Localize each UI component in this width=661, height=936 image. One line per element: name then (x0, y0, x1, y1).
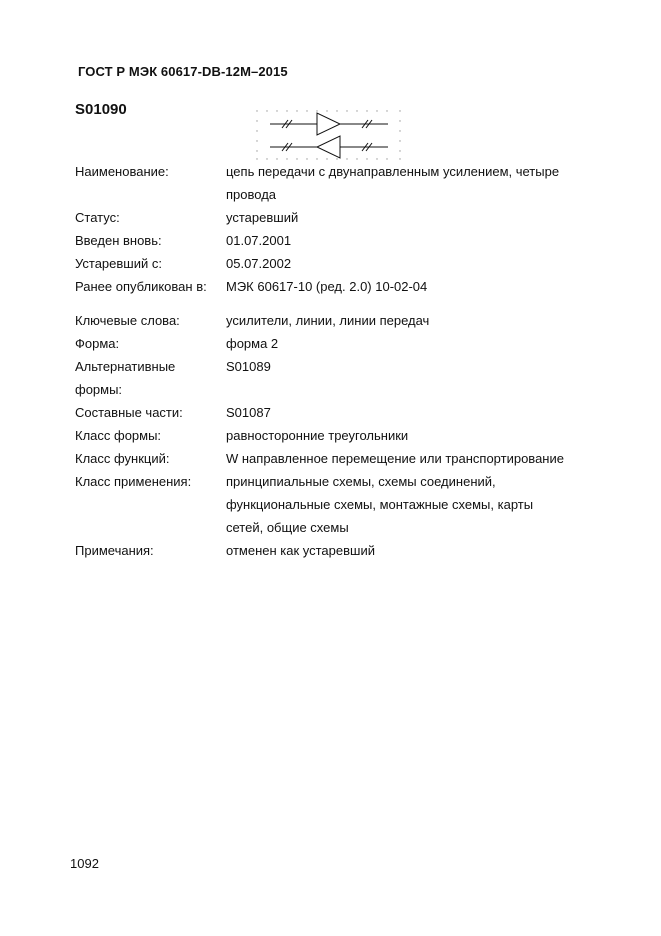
property-label: Устаревший с: (75, 256, 162, 271)
property-value: 01.07.2001 (226, 233, 292, 248)
page-number: 1092 (70, 856, 99, 871)
property-row-form (75, 332, 595, 355)
property-value: S01089 (226, 359, 271, 374)
property-label: Класс функций: (75, 451, 170, 466)
reverse-amplifier (270, 136, 388, 158)
property-row-application-class (75, 470, 595, 539)
property-row-status (75, 206, 595, 229)
property-label: Введен вновь: (75, 233, 162, 248)
property-value: усилители, линии, линии передач (226, 313, 430, 328)
property-row-obsolete-since (75, 252, 595, 275)
property-label: Форма: (75, 336, 120, 351)
property-value: устаревший (226, 210, 299, 225)
property-label: Статус: (75, 210, 120, 225)
property-label: Класс применения: (75, 474, 192, 489)
property-value: равносторонние треугольники (226, 428, 409, 443)
property-row-previously-published (75, 275, 595, 298)
document-header: ГОСТ Р МЭК 60617-DB-12M–2015 (78, 64, 288, 79)
property-label: Ранее опубликован в: (75, 279, 207, 294)
property-row-components (75, 401, 595, 424)
bidirectional-amplifier-symbol (255, 108, 405, 162)
property-label: Класс формы: (75, 428, 162, 443)
property-value: принципиальные схемы, схемы соединений, функциональные схемы, монтажные схемы, карты сетей, общие схемы (226, 474, 534, 535)
property-value: МЭК 60617-10 (ред. 2.0) 10-02-04 (226, 279, 428, 294)
property-label: Ключевые слова: (75, 313, 180, 328)
property-value: цепь передачи с двунаправленным усилением, четыре провода (226, 164, 560, 202)
symbol-code: S01090 (75, 101, 127, 118)
property-label: Составные части: (75, 405, 183, 420)
property-row-alternative-forms (75, 355, 595, 401)
property-value: S01087 (226, 405, 271, 420)
property-label: Альтернативные формы: (75, 359, 176, 397)
property-label: Примечания: (75, 543, 154, 558)
property-row-introduced (75, 229, 595, 252)
property-label: Наименование: (75, 164, 169, 179)
property-value: отменен как устаревший (226, 543, 375, 558)
forward-amplifier (270, 113, 388, 135)
properties-table (75, 160, 595, 562)
property-value: форма 2 (226, 336, 279, 351)
property-row-function-class (75, 447, 595, 470)
property-row-keywords (75, 309, 595, 332)
property-row-name (75, 160, 595, 206)
property-row-form-class (75, 424, 595, 447)
property-value: W направленное перемещение или транспортирование (226, 451, 564, 466)
property-row-notes (75, 539, 595, 562)
property-value: 05.07.2002 (226, 256, 292, 271)
